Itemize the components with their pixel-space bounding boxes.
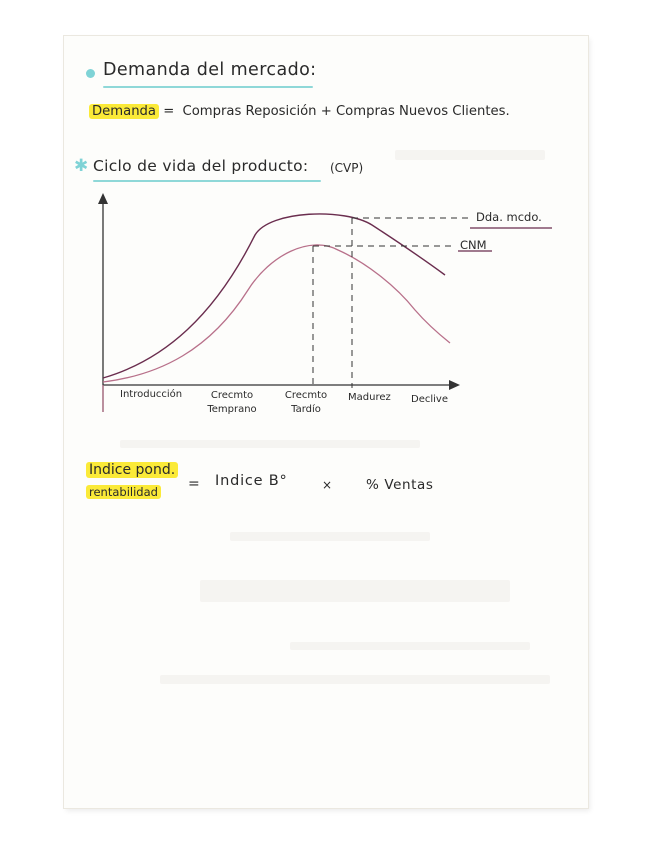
- stage-label-madurez: Madurez: [348, 392, 391, 403]
- bleed-through-mark: [290, 642, 530, 650]
- formula2-label-line2: [86, 485, 161, 499]
- rentabilidad-label: rentabilidad: [86, 485, 161, 499]
- formula2-label-line1: [86, 462, 178, 478]
- formula2-times: ×: [322, 478, 333, 492]
- heading-underline: [103, 86, 313, 88]
- cvp-abbreviation: (CVP): [330, 161, 364, 175]
- demanda-label: Demanda: [89, 104, 159, 119]
- bleed-through-mark: [200, 580, 510, 602]
- formula2-equals: =: [188, 476, 200, 492]
- stage-label-crecimiento-temprano: Crecmto Temprano: [207, 390, 257, 415]
- bleed-through-mark: [120, 440, 420, 448]
- section-title-underline: [93, 180, 321, 182]
- stage-label-introduccion: Introducción: [120, 389, 183, 400]
- formula-rhs: Compras Reposición + Compras Nuevos Clientes.: [182, 104, 510, 119]
- asterisk-icon: ✱: [74, 156, 89, 176]
- heading-demanda-del-mercado: Demanda del mercado:: [103, 60, 317, 80]
- bleed-through-mark: [395, 150, 545, 160]
- formula2-term-indice-b: Indice B°: [215, 473, 288, 489]
- formula-demanda: [89, 104, 510, 119]
- stage-label-declive: Declive: [411, 394, 448, 405]
- equals-sign: =: [163, 104, 175, 119]
- bleed-through-mark: [230, 532, 430, 541]
- legend-cnm: CNM: [460, 238, 487, 252]
- stage-label-crecimiento-tardio: Crecmto Tardío: [284, 390, 328, 415]
- circle-bullet-icon: [86, 69, 95, 78]
- legend-dda-mcdo: Dda. mcdo.: [476, 210, 542, 224]
- section-title-cvp: Ciclo de vida del producto:: [93, 157, 309, 175]
- indice-pond-label: Indice pond.: [86, 462, 178, 478]
- formula2-term-ventas: % Ventas: [366, 477, 434, 493]
- bleed-through-mark: [160, 675, 550, 684]
